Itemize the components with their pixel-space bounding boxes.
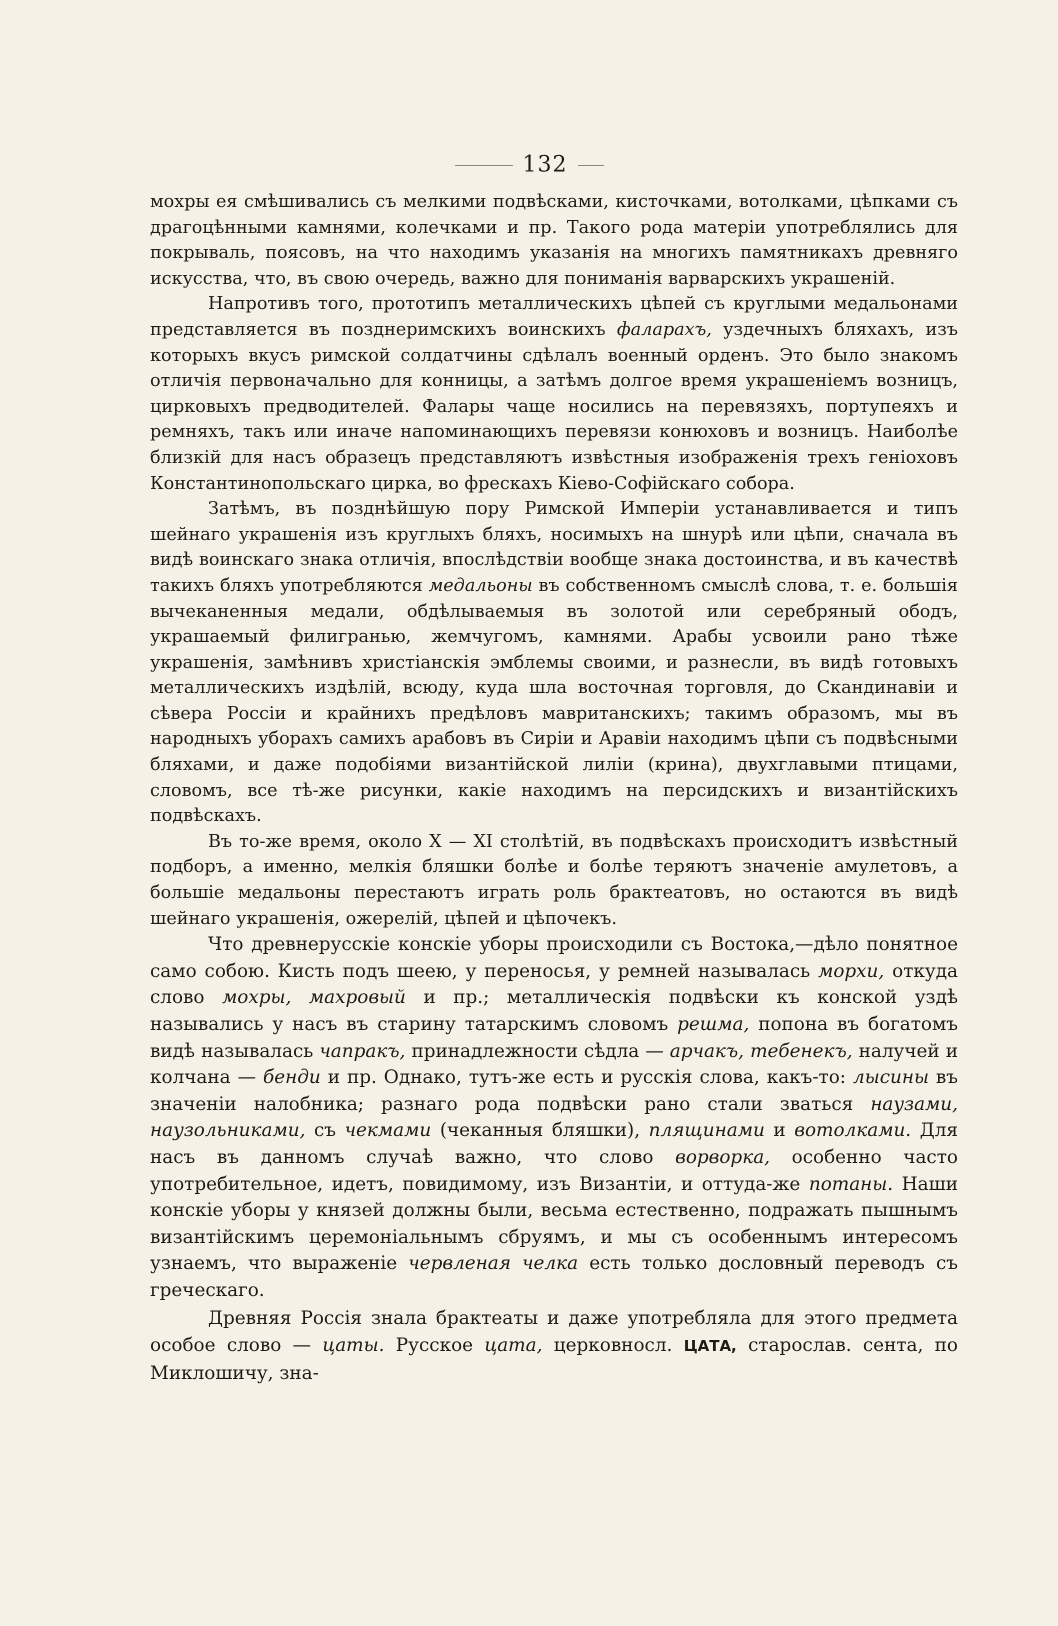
italic-term: цаты. [322, 1334, 385, 1356]
italic-term: решма, [677, 1014, 750, 1035]
paragraph-1: мохры ея смѣшивались съ мелкими подвѣсками, кисточками, вотолками, цѣпками съ драгоцѣнными камнями, колечками и пр. Такого рода матеріи употреблялись для покрываль, поясовъ, на что находимъ указанія на многихъ памятникахъ древняго искусства, что, въ свою очередь, важно для пониманія варварскихъ украшеній. [150, 192, 958, 289]
italic-term: потаны. [808, 1173, 894, 1195]
paragraph-3: Затѣмъ, въ позднѣйшую пору Римской Имперіи устанавливается и типъ шейнаго украшенія изъ круглыхъ бляхъ, носимыхъ на шнурѣ или цѣпи, сначала въ видѣ воинскаго знака отличія, впослѣдствіи вообще знака достоинства, и въ качествѣ такихъ бляхъ употребляются медальоны въ собственномъ смыслѣ слова, т. е. большія вычеканенныя медали, обдѣлываемыя въ золотой или серебряный ободъ, украшаемый филигранью, жемчугомъ, камнями. Арабы усвоили рано тѣже украшенія, замѣнивъ христіанскія эмблемы своими, и разнесли, въ видѣ готовыхъ металлическихъ издѣлій, всюду, куда шла восточная торговля, до Скандинавіи и сѣвера Россіи и крайнихъ предѣловъ мавританскихъ; такимъ образомъ, мы въ народныхъ уборахъ самихъ арабовъ въ Сиріи и Аравіи находимъ цѣпи съ подвѣсными бляхами, и даже подобіями византійской лиліи (крина), двухглавыми птицами, словомъ, все тѣ-же рисунки, какіе находимъ на персидскихъ и византійскихъ подвѣскахъ. [150, 499, 958, 827]
italic-term: фаларахъ, [616, 319, 712, 340]
italic-term: бенди [262, 1067, 321, 1089]
italic-term: ворворка, [675, 1146, 770, 1168]
italic-term: арчакъ, тебенекъ, [669, 1040, 853, 1062]
body-text [150, 190, 958, 1387]
italic-term: червленая челка [408, 1253, 579, 1275]
paragraph-6: Древняя Россія знала брактеаты и даже употребляла для этого предмета особое слово — цаты. Русское цата, церковносл. ЦАТА, старослав. cента, по Миклошичу, зна- [150, 1307, 958, 1384]
italic-term: чекмами [344, 1120, 432, 1142]
italic-term: цата, [484, 1334, 543, 1356]
paragraph-5: Что древнерусскіе конскіе уборы происходили съ Востока,—дѣло понятное само собою. Кисть подъ шеею, у переносья, у ремней называлась морхи, откуда слово мохры, махровый и пр.; металлическія подвѣски къ конской уздѣ назывались у насъ въ старину татарскимъ словомъ решма, попона въ богатомъ видѣ называлась чапракъ, принадлежности сѣдла — арчакъ, тебенекъ, налучей и колчана — бенди и пр. Однако, тутъ-же есть и русскія слова, какъ-то: лысины въ значеніи налобника; разнаго рода подвѣски рано стали зваться наузами, наузольниками, съ чекмами (чеканныя бляшки), плящинами и вотолками. Для насъ въ данномъ случаѣ важно, что слово ворворка, особенно часто употребительное, идетъ, повидимому, изъ Византіи, и оттуда-же потаны. Наши конскіе уборы у князей должны были, весьма естественно, подражать пышнымъ византійскимъ церемоніальнымъ сбруямъ, и мы съ особеннымъ интересомъ узнаемъ, что выраженіе червленая челка есть только дословный переводъ съ греческаго. [150, 934, 959, 1301]
header-rule-right [578, 165, 604, 166]
header-rule-left [455, 165, 513, 166]
italic-term: плящинами [648, 1120, 765, 1142]
italic-term: чапракъ, [319, 1040, 406, 1062]
church-slavonic-word: ЦАТА, [683, 1336, 737, 1355]
italic-term: медальоны [428, 575, 533, 596]
italic-term: лысины [853, 1067, 929, 1089]
italic-term: наузами, наузольниками, [150, 1093, 958, 1142]
paragraph-2: Напротивъ того, прототипъ металлическихъ цѣпей съ круглыми медальонами представляется въ позднеримскихъ воинскихъ фаларахъ, уздечныхъ бляхахъ, изъ которыхъ вкусъ римской солдатчины сдѣлалъ военный орденъ. Это было знакомъ отличія первоначально для конницы, а затѣмъ долгое время украшеніемъ возницъ, цирковыхъ предводителей. Фалары чаще носились на перевязяхъ, портупеяхъ и ремняхъ, такъ или иначе напоминающихъ перевязи конюховъ и возницъ. Наиболѣе близкій для насъ образецъ представляютъ извѣстныя изображенія трехъ геніоховъ Константинопольскаго цирка, во фрескахъ Кіево-Софійскаго собора. [150, 294, 958, 494]
italic-term: морхи, [818, 960, 885, 982]
page-header [0, 152, 1058, 178]
page-number: 132 [522, 152, 568, 178]
paragraph-4: Въ то-же время, около X — XI столѣтій, въ подвѣскахъ происходитъ извѣстный подборъ, а именно, мелкія бляшки болѣе и болѣе теряютъ значеніе амулетовъ, а большіе медальоны перестаютъ играть роль брактеатовъ, но остаются въ видѣ шейнаго украшенія, ожерелій, цѣпей и цѣпочекъ. [150, 831, 958, 929]
italic-term: мохры, махровый [222, 987, 406, 1009]
italic-term: вотолками. [794, 1120, 912, 1142]
